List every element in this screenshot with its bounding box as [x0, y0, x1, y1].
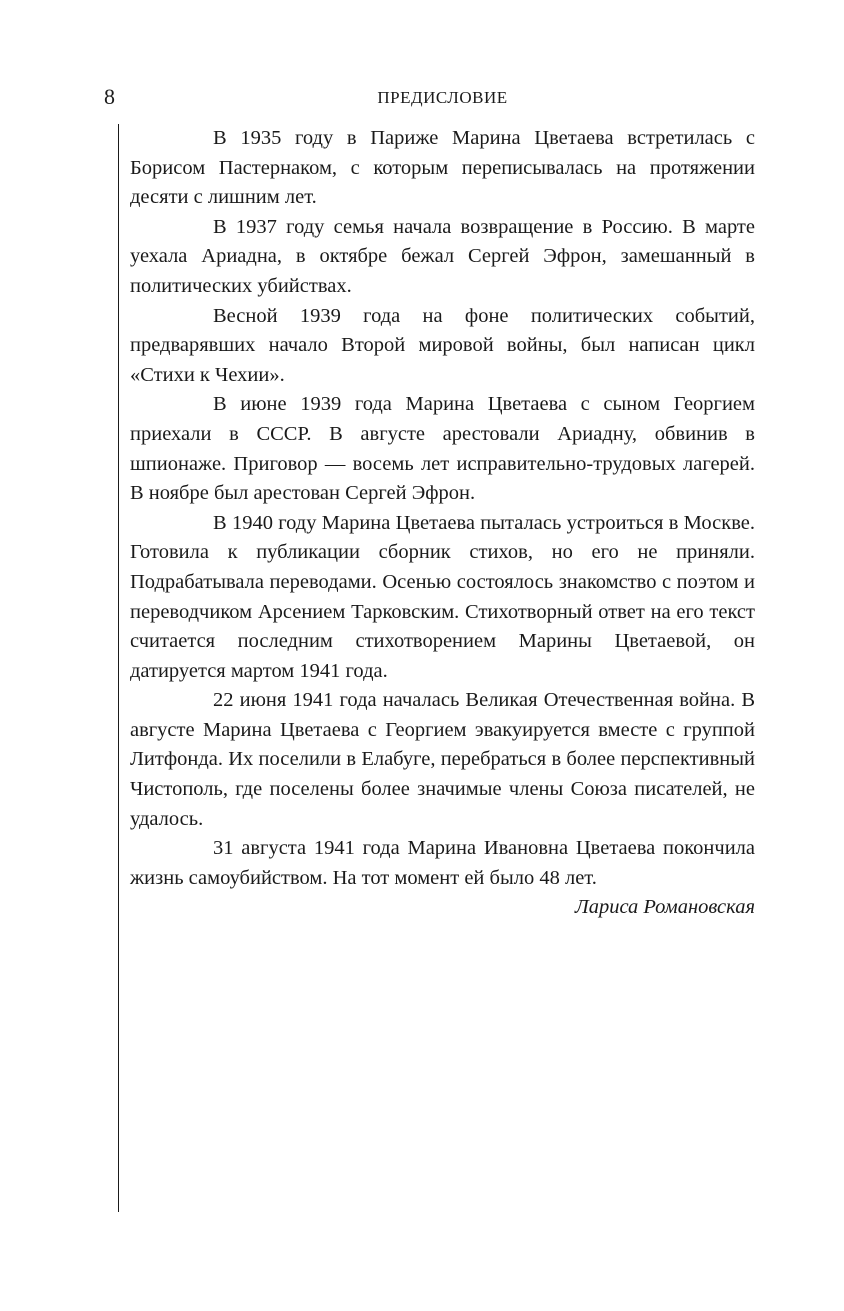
- page-number: 8: [104, 84, 115, 109]
- paragraph: 22 июня 1941 года началась Великая Отечественная война. В августе Марина Цветаева с Георгием эвакуируется вместе с группой Литфонда. Их поселили в Елабуге, перебраться в более перспективный Чистополь, где поселены более значимые члены Союза писателей, не удалось.: [130, 689, 755, 830]
- author-signature: Лариса Романовская: [574, 896, 755, 919]
- paragraph: Весной 1939 года на фоне политических событий, предварявших начало Второй мировой войны, был написан цикл «Стихи к Чехии».: [130, 304, 755, 386]
- margin-rule: [118, 124, 119, 1212]
- paragraph: В 1940 году Марина Цветаева пыталась устроиться в Москве. Готовила к публикации сборник стихов, но его не приняли. Подрабатывала переводами. Осенью состоялось знакомство с поэтом и переводчиком Арсением Тарковским. Стихотворный ответ на его текст считается последним стихотворением Марины Цветаевой, он датируется мартом 1941 года.: [130, 511, 755, 682]
- paragraph: В 1935 году в Париже Марина Цветаева встретилась с Борисом Пастернаком, с которым переписывалась на протяжении десяти с лишним лет.: [130, 127, 755, 209]
- paragraph: В июне 1939 года Марина Цветаева с сыном Георгием приехали в СССР. В августе арестовали Ариадну, обвинив в шпионаже. Приговор — восемь лет исправительно-трудовых лагерей. В ноябре был арестован Сергей Эфрон.: [130, 393, 755, 505]
- running-head: ПРЕДИСЛОВИЕ: [377, 88, 508, 107]
- main-text: [130, 124, 755, 923]
- paragraph: В 1937 году семья начала возвращение в Россию. В марте уехала Ариадна, в октябре бежал Сергей Эфрон, замешанный в политических убийствах.: [130, 215, 755, 297]
- paragraph: 31 августа 1941 года Марина Ивановна Цветаева покончила жизнь самоубийством. На тот момент ей было 48 лет.: [130, 837, 755, 889]
